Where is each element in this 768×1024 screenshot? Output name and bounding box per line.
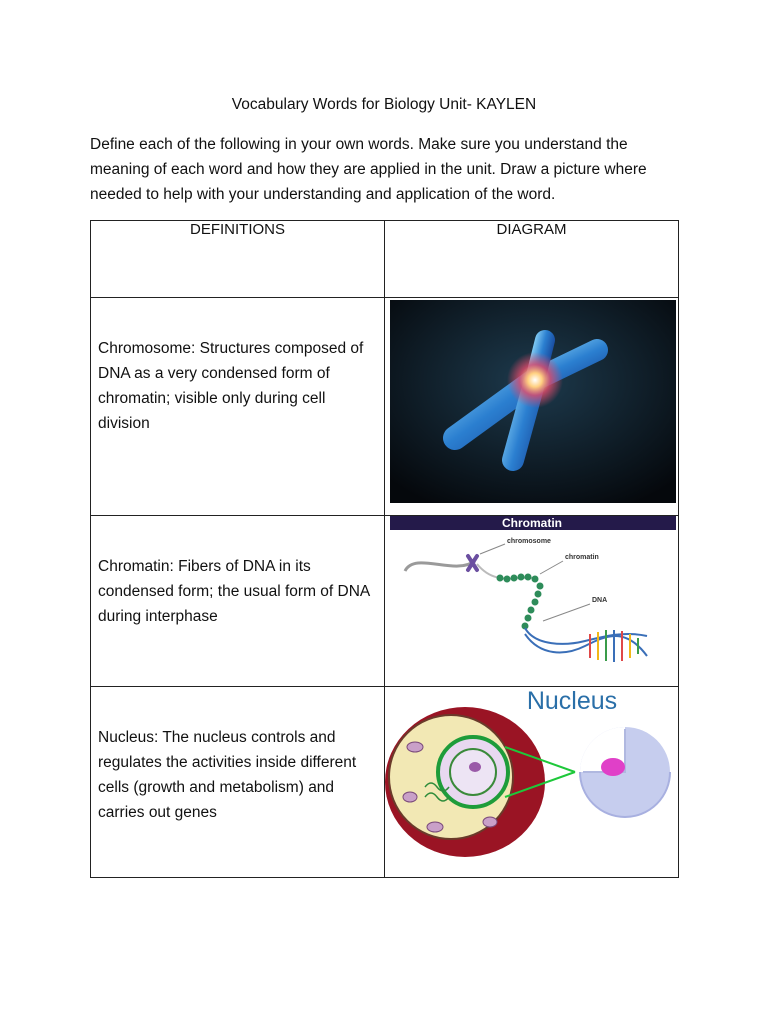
- diagram-cell: [385, 298, 679, 516]
- table-row: [91, 687, 679, 878]
- instructions: [90, 132, 690, 207]
- header-definitions: DEFINITIONS: [91, 221, 385, 298]
- definition-cell: [91, 516, 385, 687]
- definition-cell: [91, 687, 385, 878]
- nucleus-definition: Nucleus: The nucleus controls and regulates the activities inside different cells (growth and metabolism) and carries out genes: [98, 729, 357, 821]
- table-row: [91, 298, 679, 516]
- instructions-text: Define each of the following in your own words. Make sure you understand the meaning of each word and how they are applied in the unit. Draw a picture where needed to help with your understanding and application of the word.: [90, 136, 647, 203]
- chromosome-image: [385, 298, 678, 515]
- chromosome-label: chromosome: [507, 538, 551, 545]
- chromatin-label: chromatin: [565, 554, 599, 561]
- chromatin-definition: Chromatin: Fibers of DNA in its condensed form; the usual form of DNA during interphase: [98, 558, 370, 625]
- definition-cell: [91, 298, 385, 516]
- vocabulary-table: [90, 220, 679, 878]
- chromatin-diagram: [385, 516, 678, 686]
- chromosome-definition: Chromosome: Structures composed of DNA as a very condensed form of chromatin; visible only during cell division: [98, 340, 364, 432]
- nucleus-diagram: [385, 687, 678, 877]
- diagram-cell: [385, 516, 679, 687]
- nucleus-diagram-title: Nucleus: [526, 687, 618, 715]
- dna-label: DNA: [592, 597, 608, 604]
- table-row: [91, 516, 679, 687]
- header-diagram: DIAGRAM: [385, 221, 679, 298]
- document-title: Vocabulary Words for Biology Unit- KAYLEN: [231, 96, 537, 113]
- chromatin-diagram-title: Chromatin: [502, 516, 562, 530]
- diagram-cell: [385, 687, 679, 878]
- table-header-row: [91, 221, 679, 298]
